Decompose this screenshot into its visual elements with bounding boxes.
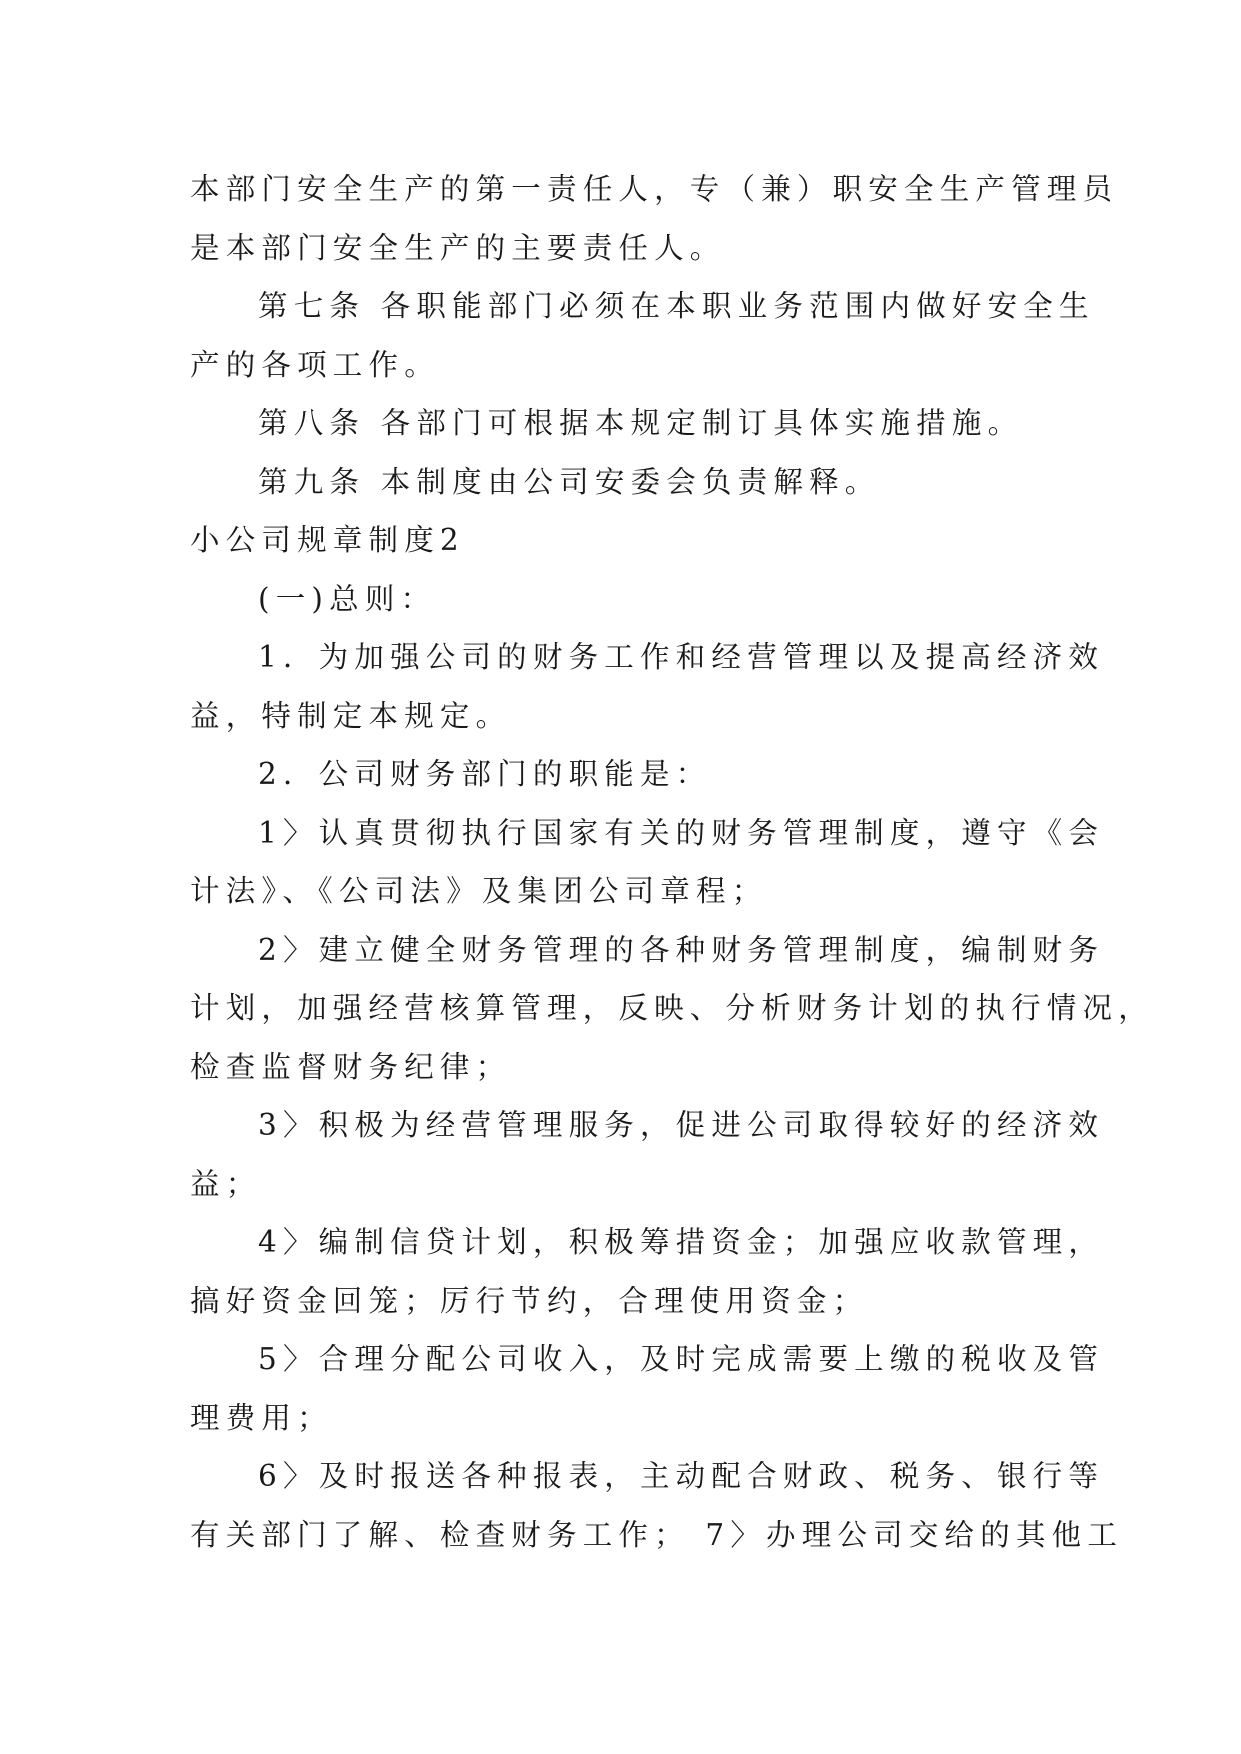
function-2-line-3: 检查监督财务纪律； [190,1049,512,1084]
function-1-line-1: 1〉认真贯彻执行国家有关的财务管理制度，遵守《会 [258,815,1105,850]
article-8-line: 第八条 各部门可根据本规定制订具体实施措施。 [258,406,1024,440]
text-line-1: 本部门安全生产的第一责任人，专（兼）职安全生产管理员 [190,172,1119,206]
article-7-line-1: 第七条 各职能部门必须在本职业务范围内做好安全生 [258,289,1095,323]
item-1-line-2: 益，特制定本规定。 [190,698,512,733]
function-4-line-2: 搞好资金回笼；厉行节约，合理使用资金； [190,1283,869,1318]
function-6-line-1: 6〉及时报送各种报表，主动配合财政、税务、银行等 [258,1459,1105,1493]
section-heading: 小公司规章制度2 [190,523,465,557]
article-9-line: 第九条 本制度由公司安委会负责解释。 [258,464,881,499]
item-1-line-1: 1．为加强公司的财务工作和经营管理以及提高经济效 [258,640,1105,674]
function-2-line-1: 2〉建立健全财务管理的各种财务管理制度，编制财务 [258,932,1105,967]
function-5-line-1: 5〉合理分配公司收入，及时完成需要上缴的税收及管 [258,1342,1105,1376]
function-4-line-1: 4〉编制信贷计划，积极筹措资金；加强应收款管理， [258,1225,1105,1259]
general-provisions-heading: (一)总则： [258,581,437,616]
function-6-line-2: 有关部门了解、检查财务工作； 7〉办理公司交给的其他工 [190,1517,1124,1552]
text-line-2: 是本部门安全生产的主要责任人。 [190,230,726,265]
function-3-line-1: 3〉积极为经营管理服务，促进公司取得较好的经济效 [258,1108,1105,1142]
function-2-line-2: 计划，加强经营核算管理，反映、分析财务计划的执行情况， [190,991,1154,1025]
document-body [190,160,1154,1564]
function-3-line-2: 益； [190,1166,262,1201]
function-1-line-2: 计法》、《公司法》及集团公司章程； [190,874,768,908]
function-5-line-2: 理费用； [190,1400,333,1435]
item-2-line: 2．公司财务部门的职能是： [258,757,712,791]
article-7-line-2: 产的各项工作。 [190,347,440,382]
